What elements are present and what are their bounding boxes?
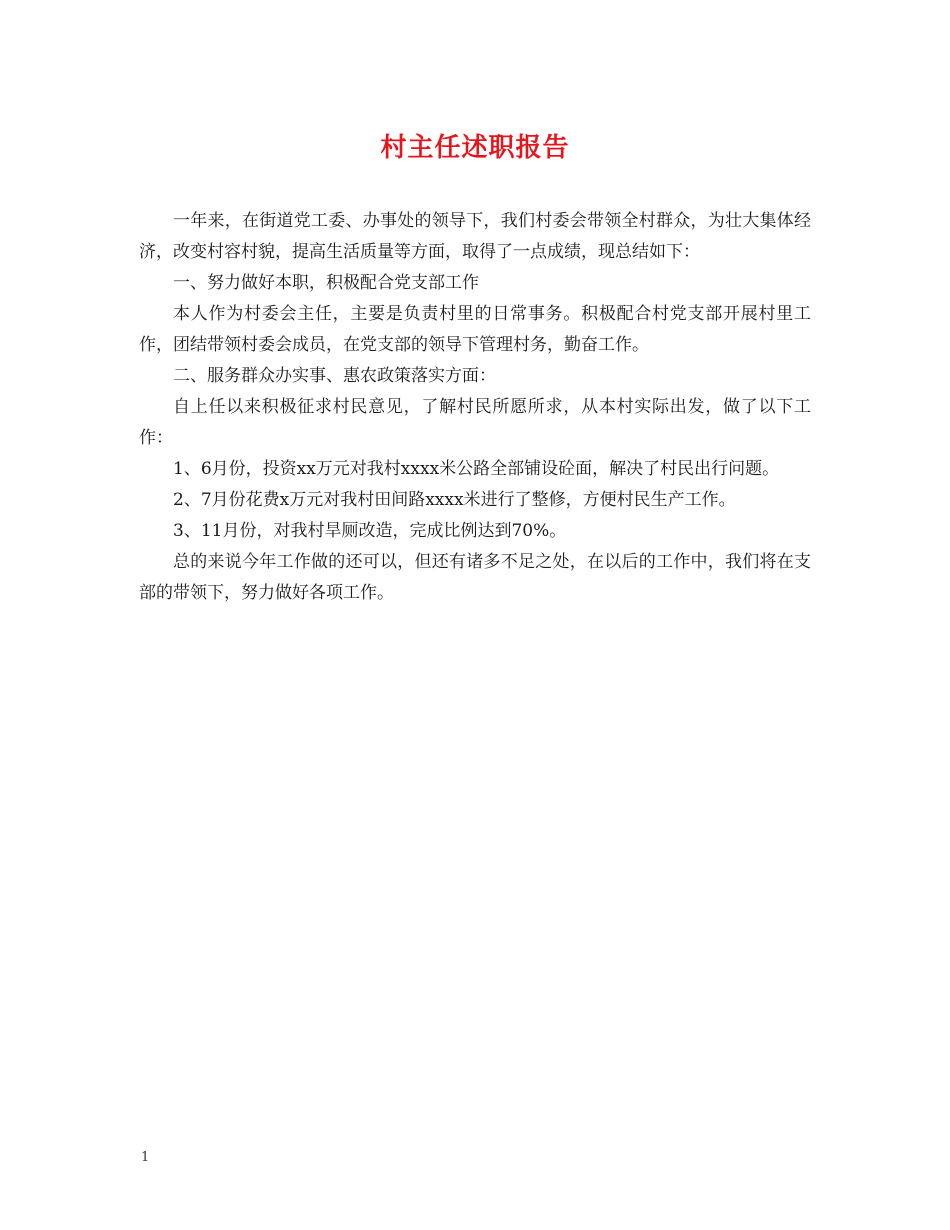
- list-item-road: 1、6月份，投资xx万元对我村xxxx米公路全部铺设砼面，解决了村民出行问题。: [173, 459, 780, 479]
- page-number: 1: [141, 1150, 150, 1165]
- paragraph-duties: 本人作为村委会主任，主要是负责村里的日常事务。积极配合村党支部开展村里工作，团结带领村委会成员，在党支部的领导下管理村务，勤奋工作。: [139, 304, 811, 355]
- document-body: [139, 206, 811, 609]
- paragraph-work-overview: 自上任以来积极征求村民意见，了解村民所愿所求，从本村实际出发，做了以下工作：: [139, 397, 811, 448]
- list-item-toilet: 3、11月份，对我村旱厕改造，完成比例达到70%。: [173, 521, 567, 541]
- paragraph-intro: 一年来，在街道党工委、办事处的领导下，我们村委会带领全村群众，为壮大集体经济，改变村容村貌，提高生活质量等方面，取得了一点成绩，现总结如下：: [139, 211, 811, 262]
- section-heading-1: 一、努力做好本职，积极配合党支部工作: [173, 273, 479, 293]
- list-item-field-road: 2、7月份花费x万元对我村田间路xxxx米进行了整修，方便村民生产工作。: [173, 490, 736, 510]
- section-heading-2: 二、服务群众办实事、惠农政策落实方面：: [173, 366, 496, 386]
- paragraph-conclusion: 总的来说今年工作做的还可以，但还有诸多不足之处，在以后的工作中，我们将在支部的带领下，努力做好各项工作。: [139, 552, 811, 603]
- document-title: 村主任述职报告: [380, 133, 570, 163]
